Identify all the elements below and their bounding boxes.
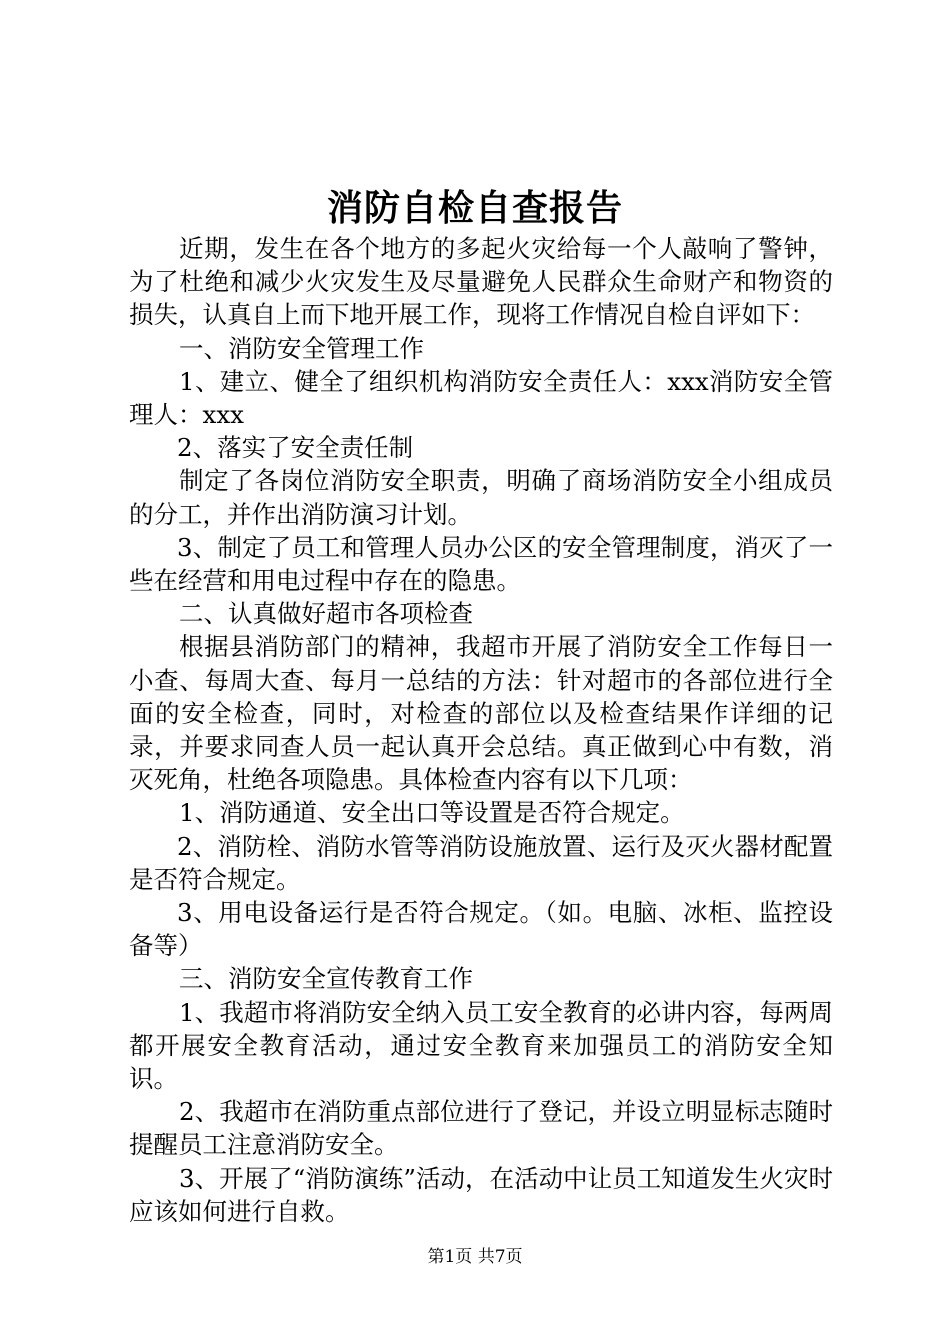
page-footer: 第1页 共7页 bbox=[427, 1247, 523, 1267]
section-heading-2: 二、认真做好超市各项检查 bbox=[179, 599, 473, 629]
section-heading-1: 一、消防安全管理工作 bbox=[179, 333, 424, 363]
paragraph-3-2: 2、我超市在消防重点部位进行了登记，并设立明显标志随时提醒员工注意消防安全。 bbox=[129, 1097, 833, 1160]
document-title: 消防自检自查报告 bbox=[326, 187, 623, 229]
document-body bbox=[129, 232, 833, 1228]
paragraph-3-1: 1、我超市将消防安全纳入员工安全教育的必讲内容，每两周都开展安全教育活动，通过安全教育来加强员工的消防安全知识。 bbox=[129, 997, 833, 1094]
paragraph-1-2-detail: 制定了各岗位消防安全职责，明确了商场消防安全小组成员的分工，并作出消防演习计划。 bbox=[129, 466, 833, 529]
paragraph-3-3: 3、开展了“消防演练”活动，在活动中让员工知道发生火灾时应该如何进行自救。 bbox=[129, 1163, 833, 1226]
paragraph-intro: 近期，发生在各个地方的多起火灾给每一个人敲响了警钟，为了杜绝和减少火灾发生及尽量避免人民群众生命财产和物资的损失，认真自上而下地开展工作，现将工作情况自检自评如下： bbox=[129, 234, 833, 330]
paragraph-2-intro: 根据县消防部门的精神，我超市开展了消防安全工作每日一小查、每周大查、每月一总结的方法：针对超市的各部位进行全面的安全检查，同时，对检查的部位以及检查结果作详细的记录，并要求同查人员一起认真开会总结。真正做到心中有数，消灭死角，杜绝各项隐患。具体检查内容有以下几项： bbox=[129, 632, 833, 795]
paragraph-1-3: 3、制定了员工和管理人员办公区的安全管理制度，消灭了一些在经营和用电过程中存在的隐患。 bbox=[129, 532, 833, 596]
paragraph-2-1: 1、消防通道、安全出口等设置是否符合规定。 bbox=[179, 798, 685, 828]
section-heading-3: 三、消防安全宣传教育工作 bbox=[179, 964, 473, 994]
paragraph-2-3: 3、用电设备运行是否符合规定。（如。电脑、冰柜、监控设备等） bbox=[129, 898, 833, 961]
paragraph-1-2: 2、落实了安全责任制 bbox=[177, 433, 414, 463]
paragraph-2-2: 2、消防栓、消防水管等消防设施放置、运行及灭火器材配置是否符合规定。 bbox=[129, 831, 833, 894]
paragraph-1-1: 1、建立、健全了组织机构消防安全责任人：xxx消防安全管理人：xxx bbox=[129, 366, 833, 430]
